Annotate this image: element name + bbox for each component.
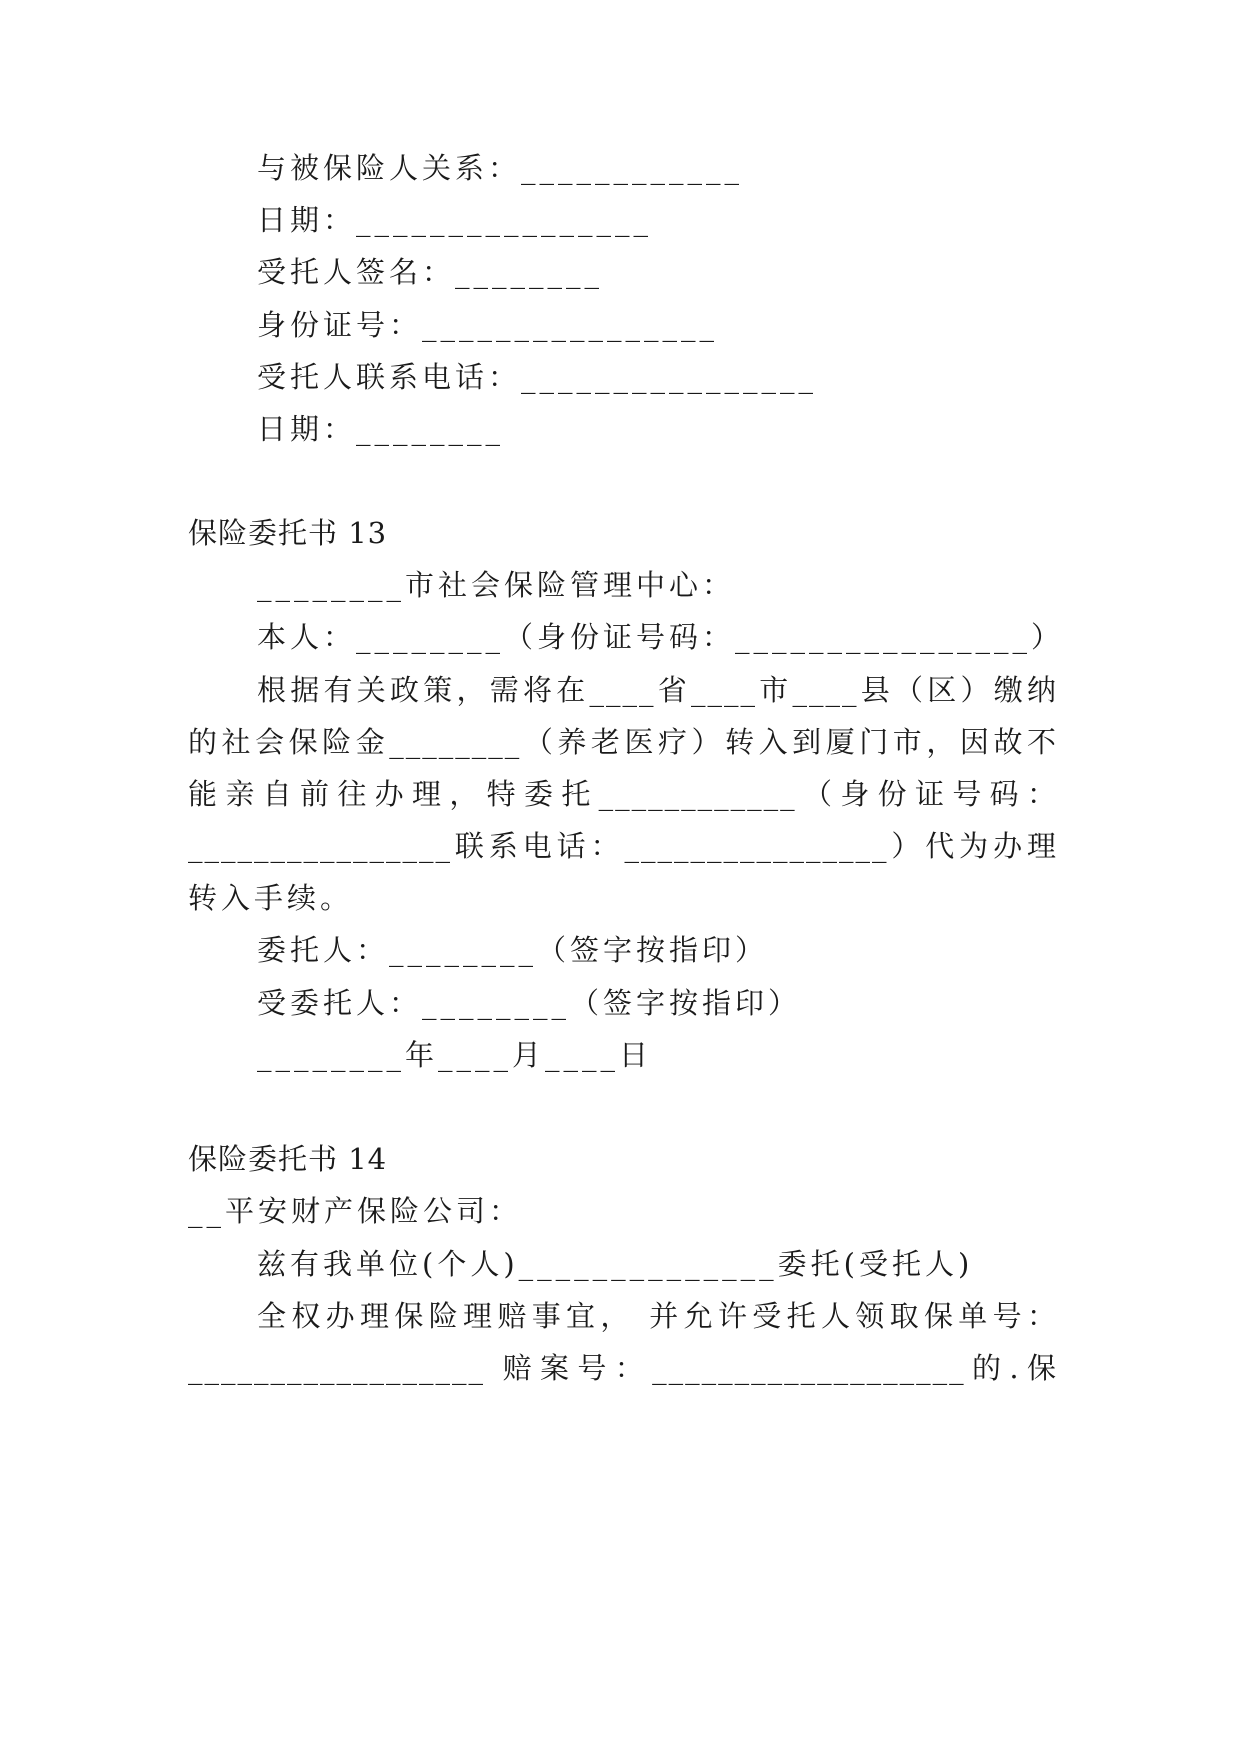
trustee-signature-line: 受托人签名：________	[257, 255, 604, 289]
body-text-line: 兹有我单位(个人)______________委托(受托人)	[257, 1247, 974, 1281]
date-line: 日期：________	[257, 412, 505, 446]
date-line: 日期：________________	[257, 203, 653, 237]
body-text-line: 转入手续。	[188, 881, 354, 915]
addressee-line: __平安财产保险公司：	[188, 1194, 523, 1228]
body-text-line: __________________ 赔案号：___________________的.保	[188, 1351, 1058, 1385]
date-line: ________年____月____日	[257, 1038, 653, 1072]
body-text-line: 能亲自前往办理，特委托____________（身份证号码：	[188, 777, 1058, 811]
section-title: 保险委托书 13	[188, 516, 388, 550]
principal-signature-line: 委托人：________（签字按指印）	[257, 933, 769, 967]
body-text-line: 的社会保险金________（养老医疗）转入到厦门市，因故不	[188, 725, 1058, 759]
body-text-line: 全权办理保险理赔事宜， 并允许受托人领取保单号：	[257, 1299, 1058, 1333]
section-title: 保险委托书 14	[188, 1142, 388, 1176]
principal-line: 本人：________（身份证号码：________________）	[257, 620, 1065, 654]
body-text-line: ________________联系电话：________________）代为办理	[188, 829, 1058, 863]
addressee-line: ________市社会保险管理中心：	[257, 568, 736, 602]
relation-to-insured-line: 与被保险人关系：____________	[257, 151, 744, 185]
body-text-line: 根据有关政策，需将在____省____市____县（区）缴纳	[257, 673, 1058, 707]
id-number-line: 身份证号：________________	[257, 308, 719, 342]
agent-signature-line: 受委托人：________（签字按指印）	[257, 986, 802, 1020]
trustee-phone-line: 受托人联系电话：________________	[257, 360, 818, 394]
